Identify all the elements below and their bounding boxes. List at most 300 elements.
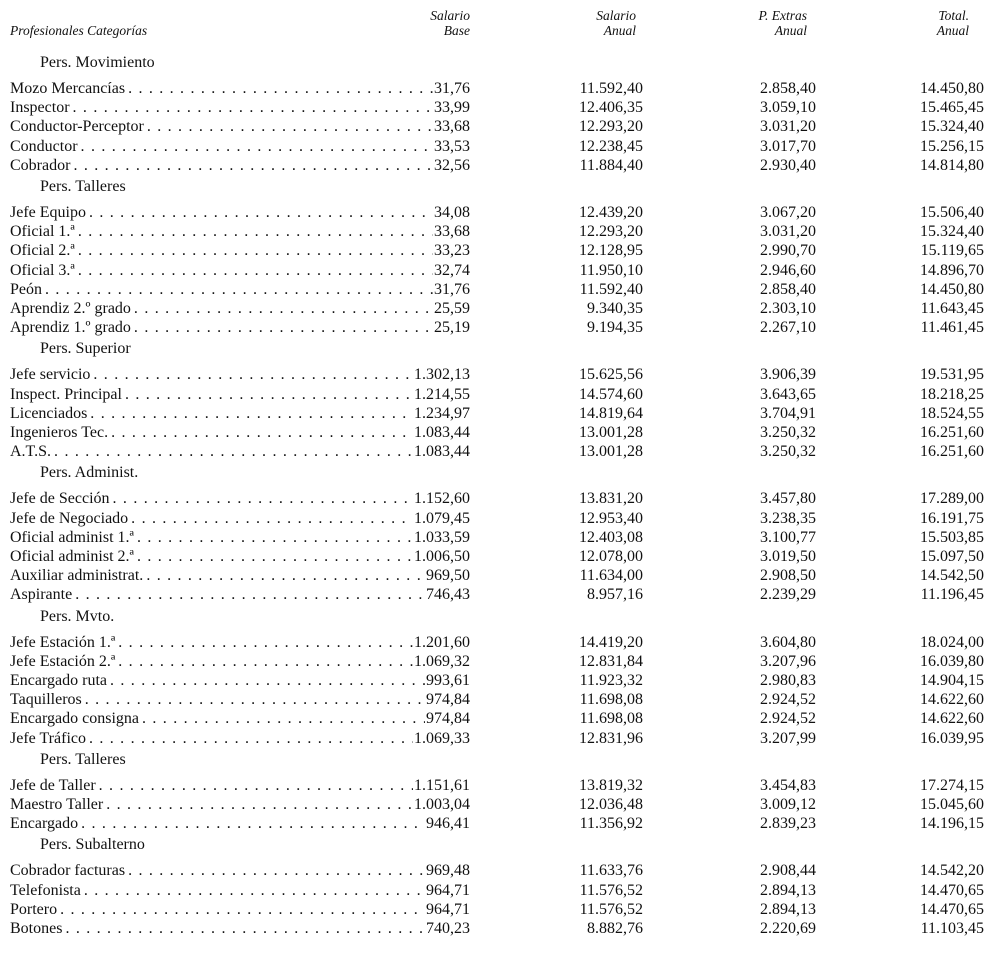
- dot-leader: [65, 919, 425, 938]
- table-row: [0, 776, 993, 795]
- header-total: [849, 8, 969, 38]
- p-extras-value: 2.220,69: [760, 920, 816, 937]
- row-label-cell: [10, 776, 470, 795]
- dot-leader: [85, 690, 425, 709]
- category-name: Jefe de Sección: [10, 490, 110, 508]
- total-anual-value: 15.503,85: [920, 528, 984, 546]
- salario-base-value: 1.083,44: [414, 443, 470, 461]
- row-label-cell: [10, 919, 470, 938]
- dot-leader: [75, 585, 425, 604]
- row-label-cell: [10, 489, 470, 508]
- table-row: [0, 509, 993, 528]
- table-row: [0, 280, 993, 299]
- section-title: Pers. Talleres: [40, 178, 126, 195]
- total-anual-value: 16.039,95: [920, 729, 984, 747]
- salario-anual-value: 12.293,20: [579, 118, 643, 136]
- salario-base-value: 740,23: [426, 920, 470, 937]
- p-extras-value: 3.067,20: [760, 204, 816, 221]
- row-label-cell: [10, 156, 470, 175]
- header-salario-base-line1: Salario: [430, 8, 470, 23]
- salario-anual-value: 12.953,40: [579, 509, 643, 527]
- category-name: Jefe Estación 1.ª: [10, 633, 116, 651]
- table-row: [0, 261, 993, 280]
- salario-anual-value: 12.238,45: [579, 137, 643, 155]
- total-anual-value: 14.542,20: [920, 862, 984, 880]
- header-total-line1: Total.: [938, 8, 969, 23]
- category-name: Oficial 3.ª: [10, 261, 75, 279]
- table-row: [0, 98, 993, 117]
- table-row: [0, 652, 993, 671]
- p-extras-value: 2.924,52: [760, 691, 816, 709]
- salario-base-value: 1.003,04: [414, 796, 470, 813]
- dot-leader: [113, 489, 413, 508]
- p-extras-value: 2.239,29: [760, 586, 816, 604]
- total-anual-value: 15.506,40: [920, 204, 984, 221]
- category-name: Jefe Estación 2.ª: [10, 652, 116, 670]
- salario-base-value: 34,08: [434, 204, 470, 221]
- p-extras-value: 2.858,40: [760, 280, 816, 298]
- total-anual-value: 18.024,00: [920, 633, 984, 651]
- p-extras-value: 3.031,20: [760, 223, 816, 241]
- dot-leader: [45, 280, 433, 299]
- p-extras-value: 3.906,39: [760, 366, 816, 384]
- table-row: [0, 365, 993, 384]
- row-label-cell: [10, 690, 470, 709]
- table-row: [0, 423, 993, 442]
- salario-anual-value: 11.634,00: [579, 567, 643, 585]
- category-name: Telefonista: [10, 881, 81, 899]
- category-name: Licenciados: [10, 404, 88, 422]
- row-label-cell: [10, 222, 470, 241]
- dot-leader: [78, 261, 433, 280]
- dot-leader: [78, 222, 433, 241]
- category-name: Oficial 1.ª: [10, 223, 75, 241]
- dot-leader: [111, 423, 413, 442]
- dot-leader: [134, 318, 433, 337]
- table-row: [0, 881, 993, 900]
- salario-anual-value: 9.340,35: [587, 300, 643, 317]
- dot-leader: [118, 652, 413, 671]
- p-extras-value: 3.059,10: [760, 99, 816, 117]
- dot-leader: [142, 709, 425, 728]
- salario-base-value: 32,74: [434, 261, 470, 279]
- salario-base-value: 993,61: [426, 672, 470, 689]
- dot-leader: [110, 671, 425, 690]
- salario-base-value: 1.033,59: [414, 528, 470, 546]
- salario-anual-value: 12.078,00: [579, 548, 643, 565]
- table-row: [0, 489, 993, 508]
- table-row: [0, 795, 993, 814]
- p-extras-value: 3.207,96: [760, 652, 816, 670]
- salario-base-value: 33,53: [434, 137, 470, 155]
- salario-anual-value: 11.356,92: [579, 815, 643, 833]
- section-title: Pers. Subalterno: [40, 836, 145, 854]
- salario-base-value: 746,43: [426, 586, 470, 604]
- row-label-cell: [10, 280, 470, 299]
- total-anual-value: 11.461,45: [920, 319, 984, 337]
- category-name: Oficial administ 2.ª: [10, 548, 134, 565]
- salario-anual-value: 11.592,40: [579, 80, 643, 97]
- p-extras-value: 2.924,52: [760, 710, 816, 728]
- row-label-cell: [10, 261, 470, 280]
- total-anual-value: 14.450,80: [920, 80, 984, 97]
- table-row: [0, 241, 993, 260]
- p-extras-value: 3.019,50: [760, 548, 816, 565]
- salario-base-value: 1.083,44: [414, 424, 470, 441]
- table-row: [0, 547, 993, 566]
- total-anual-value: 14.542,50: [920, 567, 984, 585]
- total-anual-value: 18.524,55: [920, 404, 984, 422]
- row-label-cell: [10, 442, 470, 461]
- dot-leader: [137, 528, 413, 547]
- dot-leader: [81, 137, 433, 156]
- category-name: Jefe Tráfico: [10, 729, 86, 747]
- salario-anual-value: 11.950,10: [579, 261, 643, 279]
- salario-base-value: 1.069,33: [414, 729, 470, 747]
- table-row: [0, 814, 993, 833]
- total-anual-value: 14.622,60: [920, 710, 984, 728]
- total-anual-value: 17.274,15: [920, 776, 984, 794]
- total-anual-value: 15.256,15: [920, 137, 984, 155]
- p-extras-value: 2.894,13: [760, 900, 816, 918]
- salario-base-value: 946,41: [426, 815, 470, 833]
- category-name: Peón: [10, 280, 42, 298]
- category-name: Jefe de Taller: [10, 776, 96, 794]
- salario-anual-value: 11.576,52: [579, 900, 643, 918]
- total-anual-value: 15.324,40: [920, 223, 984, 241]
- table-row: [0, 222, 993, 241]
- p-extras-value: 2.908,44: [760, 862, 816, 880]
- table-row: [0, 203, 993, 222]
- section-title: Pers. Mvto.: [40, 607, 115, 625]
- total-anual-value: 14.622,60: [920, 691, 984, 709]
- table-row: [0, 156, 993, 175]
- category-name: Cobrador: [10, 156, 71, 174]
- row-label-cell: [10, 652, 470, 671]
- p-extras-value: 2.894,13: [760, 881, 816, 899]
- table-row: [0, 709, 993, 728]
- row-label-cell: [10, 795, 470, 814]
- salario-anual-value: 12.831,96: [579, 729, 643, 747]
- category-name: A.T.S.: [10, 443, 52, 461]
- total-anual-value: 11.643,45: [920, 300, 984, 317]
- salario-base-value: 33,23: [434, 242, 470, 260]
- table-row: [0, 861, 993, 880]
- total-anual-value: 11.103,45: [920, 920, 984, 937]
- p-extras-value: 2.990,70: [760, 242, 816, 260]
- category-name: Ingenieros Tec.: [10, 424, 109, 441]
- header-p-extras-line2: Anual: [774, 23, 807, 38]
- total-anual-value: 14.904,15: [920, 672, 984, 689]
- section-title: Pers. Movimiento: [40, 54, 155, 71]
- salario-anual-value: 13.819,32: [579, 776, 643, 794]
- salario-anual-value: 14.574,60: [579, 385, 643, 403]
- salario-anual-value: 13.831,20: [579, 490, 643, 508]
- total-anual-value: 14.196,15: [920, 815, 984, 833]
- salario-base-value: 1.079,45: [414, 509, 470, 527]
- total-anual-value: 14.814,80: [920, 156, 984, 174]
- table-row: [0, 633, 993, 652]
- section-title: Pers. Administ.: [40, 464, 139, 482]
- salario-base-value: 33,68: [434, 223, 470, 241]
- table-row: [0, 385, 993, 404]
- p-extras-value: 3.250,32: [760, 424, 816, 441]
- p-extras-value: 3.009,12: [760, 796, 816, 813]
- total-anual-value: 16.039,80: [920, 652, 984, 670]
- row-label-cell: [10, 98, 470, 117]
- total-anual-value: 14.450,80: [920, 280, 984, 298]
- total-anual-value: 14.896,70: [920, 261, 984, 279]
- header-p-extras-line1: P. Extras: [758, 8, 807, 23]
- salario-anual-value: 11.698,08: [579, 710, 643, 728]
- row-label-cell: [10, 117, 470, 136]
- dot-leader: [89, 203, 433, 222]
- salario-base-value: 964,71: [426, 881, 470, 899]
- salario-base-value: 964,71: [426, 900, 470, 918]
- p-extras-value: 3.643,65: [760, 385, 816, 403]
- category-name: Inspect. Principal: [10, 385, 122, 403]
- dot-leader: [147, 117, 433, 136]
- salario-anual-value: 12.128,95: [579, 242, 643, 260]
- p-extras-value: 3.100,77: [760, 528, 816, 546]
- total-anual-value: 14.470,65: [920, 900, 984, 918]
- dot-leader: [90, 404, 413, 423]
- category-name: Cobrador facturas: [10, 862, 126, 880]
- salario-anual-value: 11.923,32: [579, 672, 643, 689]
- row-label-cell: [10, 900, 470, 919]
- p-extras-value: 2.858,40: [760, 80, 816, 97]
- p-extras-value: 3.457,80: [760, 490, 816, 508]
- table-row: [0, 919, 993, 938]
- p-extras-value: 3.604,80: [760, 633, 816, 651]
- table-row: [0, 566, 993, 585]
- header-salario-anual-line1: Salario: [596, 8, 636, 23]
- category-name: Encargado ruta: [10, 672, 107, 689]
- category-name: Oficial 2.ª: [10, 242, 75, 260]
- header-p-extras: [687, 8, 807, 38]
- category-name: Conductor: [10, 137, 78, 155]
- dot-leader: [131, 509, 413, 528]
- row-label-cell: [10, 547, 470, 566]
- category-name: Auxiliar administrat.: [10, 567, 144, 585]
- dot-leader: [89, 729, 413, 748]
- p-extras-value: 3.207,99: [760, 729, 816, 747]
- p-extras-value: 2.267,10: [760, 319, 816, 337]
- salario-base-value: 31,76: [434, 280, 470, 298]
- p-extras-value: 3.238,35: [760, 509, 816, 527]
- salario-base-value: 33,99: [434, 99, 470, 117]
- salario-anual-value: 14.819,64: [579, 404, 643, 422]
- row-label-cell: [10, 729, 470, 748]
- header-salario-base: [350, 8, 470, 38]
- category-name: Botones: [10, 920, 63, 937]
- p-extras-value: 2.930,40: [760, 156, 816, 174]
- salario-anual-value: 12.439,20: [579, 204, 643, 221]
- row-label-cell: [10, 671, 470, 690]
- row-label-cell: [10, 566, 470, 585]
- salario-base-value: 1.234,97: [414, 404, 470, 422]
- row-label-cell: [10, 79, 470, 98]
- category-name: Aspirante: [10, 586, 73, 604]
- dot-leader: [84, 881, 425, 900]
- category-name: Encargado: [10, 815, 79, 833]
- category-name: Maestro Taller: [10, 796, 104, 813]
- salario-base-value: 31,76: [434, 80, 470, 97]
- salario-anual-value: 11.698,08: [579, 691, 643, 709]
- p-extras-value: 3.250,32: [760, 443, 816, 461]
- dot-leader: [118, 633, 413, 652]
- salario-anual-value: 11.576,52: [579, 881, 643, 899]
- row-label-cell: [10, 861, 470, 880]
- total-anual-value: 14.470,65: [920, 881, 984, 899]
- total-anual-value: 15.045,60: [920, 796, 984, 813]
- salario-base-value: 1.152,60: [414, 490, 470, 508]
- salario-anual-value: 8.882,76: [587, 920, 643, 937]
- salario-base-value: 1.151,61: [414, 776, 470, 794]
- table-row: [0, 671, 993, 690]
- salario-base-value: 1.069,32: [414, 652, 470, 670]
- row-label-cell: [10, 241, 470, 260]
- category-name: Mozo Mercancías: [10, 80, 126, 97]
- salario-anual-value: 13.001,28: [579, 424, 643, 441]
- category-name: Inspector: [10, 99, 70, 117]
- table-row: [0, 79, 993, 98]
- salario-anual-value: 12.036,48: [579, 796, 643, 813]
- dot-leader: [125, 385, 413, 404]
- salario-anual-value: 15.625,56: [579, 366, 643, 384]
- category-name: Aprendiz 1.º grado: [10, 319, 131, 337]
- row-label-cell: [10, 509, 470, 528]
- dot-leader: [73, 98, 433, 117]
- row-label-cell: [10, 404, 470, 423]
- dot-leader: [128, 861, 425, 880]
- salario-anual-value: 13.001,28: [579, 443, 643, 461]
- total-anual-value: 15.097,50: [920, 548, 984, 565]
- table-row: [0, 729, 993, 748]
- table-row: [0, 442, 993, 461]
- p-extras-value: 2.980,83: [760, 672, 816, 689]
- section-title: Pers. Superior: [40, 340, 131, 358]
- header-salario-anual: [516, 8, 636, 38]
- row-label-cell: [10, 633, 470, 652]
- salario-anual-value: 9.194,35: [587, 319, 643, 337]
- row-label-cell: [10, 365, 470, 384]
- salario-anual-value: 12.831,84: [579, 652, 643, 670]
- table-row: [0, 137, 993, 156]
- dot-leader: [99, 776, 413, 795]
- header-salario-base-line2: Base: [443, 23, 470, 38]
- salario-base-value: 974,84: [426, 710, 470, 728]
- total-anual-value: 15.465,45: [920, 99, 984, 117]
- p-extras-value: 3.704,91: [760, 404, 816, 422]
- salario-anual-value: 11.592,40: [579, 280, 643, 298]
- table-row: [0, 690, 993, 709]
- total-anual-value: 15.119,65: [920, 242, 984, 260]
- header-categorias: Profesionales Categorías: [10, 23, 148, 38]
- header-salario-anual-line2: Anual: [603, 23, 636, 38]
- salario-anual-value: 11.633,76: [579, 862, 643, 880]
- total-anual-value: 11.196,45: [920, 586, 984, 604]
- table-row: [0, 404, 993, 423]
- row-label-cell: [10, 528, 470, 547]
- table-row: [0, 318, 993, 337]
- p-extras-value: 3.017,70: [760, 137, 816, 155]
- total-anual-value: 15.324,40: [920, 118, 984, 136]
- category-name: Portero: [10, 900, 58, 918]
- row-label-cell: [10, 585, 470, 604]
- total-anual-value: 16.251,60: [920, 424, 984, 441]
- dot-leader: [128, 79, 433, 98]
- category-name: Taquilleros: [10, 691, 82, 709]
- salario-base-value: 1.006,50: [414, 548, 470, 565]
- salario-anual-value: 12.406,35: [579, 99, 643, 117]
- salario-anual-value: 12.293,20: [579, 223, 643, 241]
- table-row: [0, 299, 993, 318]
- category-name: Jefe servicio: [10, 366, 91, 384]
- row-label-cell: [10, 385, 470, 404]
- dot-leader: [81, 814, 425, 833]
- section-title: Pers. Talleres: [40, 750, 126, 768]
- row-label-cell: [10, 299, 470, 318]
- row-label-cell: [10, 423, 470, 442]
- header-total-line2: Anual: [936, 23, 969, 38]
- row-label-cell: [10, 203, 470, 222]
- dot-leader: [134, 299, 433, 318]
- salario-anual-value: 11.884,40: [579, 156, 643, 174]
- dot-leader: [137, 547, 413, 566]
- total-anual-value: 16.191,75: [920, 509, 984, 527]
- table-row: [0, 900, 993, 919]
- table-row: [0, 117, 993, 136]
- total-anual-value: 17.289,00: [920, 490, 984, 508]
- salario-anual-value: 12.403,08: [579, 528, 643, 546]
- salario-anual-value: 8.957,16: [587, 586, 643, 604]
- p-extras-value: 2.303,10: [760, 300, 816, 317]
- dot-leader: [60, 900, 425, 919]
- row-label-cell: [10, 881, 470, 900]
- salario-base-value: 969,48: [426, 862, 470, 880]
- row-label-cell: [10, 709, 470, 728]
- total-anual-value: 18.218,25: [920, 385, 984, 403]
- salario-base-value: 25,19: [434, 319, 470, 337]
- salario-base-value: 1.214,55: [414, 385, 470, 403]
- salario-base-value: 1.302,13: [414, 366, 470, 384]
- row-label-cell: [10, 318, 470, 337]
- category-name: Jefe Equipo: [10, 204, 86, 221]
- p-extras-value: 2.839,23: [760, 815, 816, 833]
- salario-base-value: 25,59: [434, 300, 470, 317]
- row-label-cell: [10, 814, 470, 833]
- p-extras-value: 2.908,50: [760, 567, 816, 585]
- salario-base-value: 33,68: [434, 118, 470, 136]
- salario-base-value: 969,50: [426, 567, 470, 585]
- salario-base-value: 974,84: [426, 691, 470, 709]
- dot-leader: [93, 365, 413, 384]
- table-row: [0, 528, 993, 547]
- dot-leader: [146, 566, 425, 585]
- category-name: Conductor-Perceptor: [10, 118, 144, 136]
- p-extras-value: 2.946,60: [760, 261, 816, 279]
- p-extras-value: 3.454,83: [760, 776, 816, 794]
- salario-base-value: 1.201,60: [414, 633, 470, 651]
- salario-base-value: 32,56: [434, 156, 470, 174]
- category-name: Oficial administ 1.ª: [10, 528, 134, 546]
- total-anual-value: 16.251,60: [920, 443, 984, 461]
- dot-leader: [78, 241, 433, 260]
- row-label-cell: [10, 137, 470, 156]
- dot-leader: [54, 442, 413, 461]
- dot-leader: [106, 795, 413, 814]
